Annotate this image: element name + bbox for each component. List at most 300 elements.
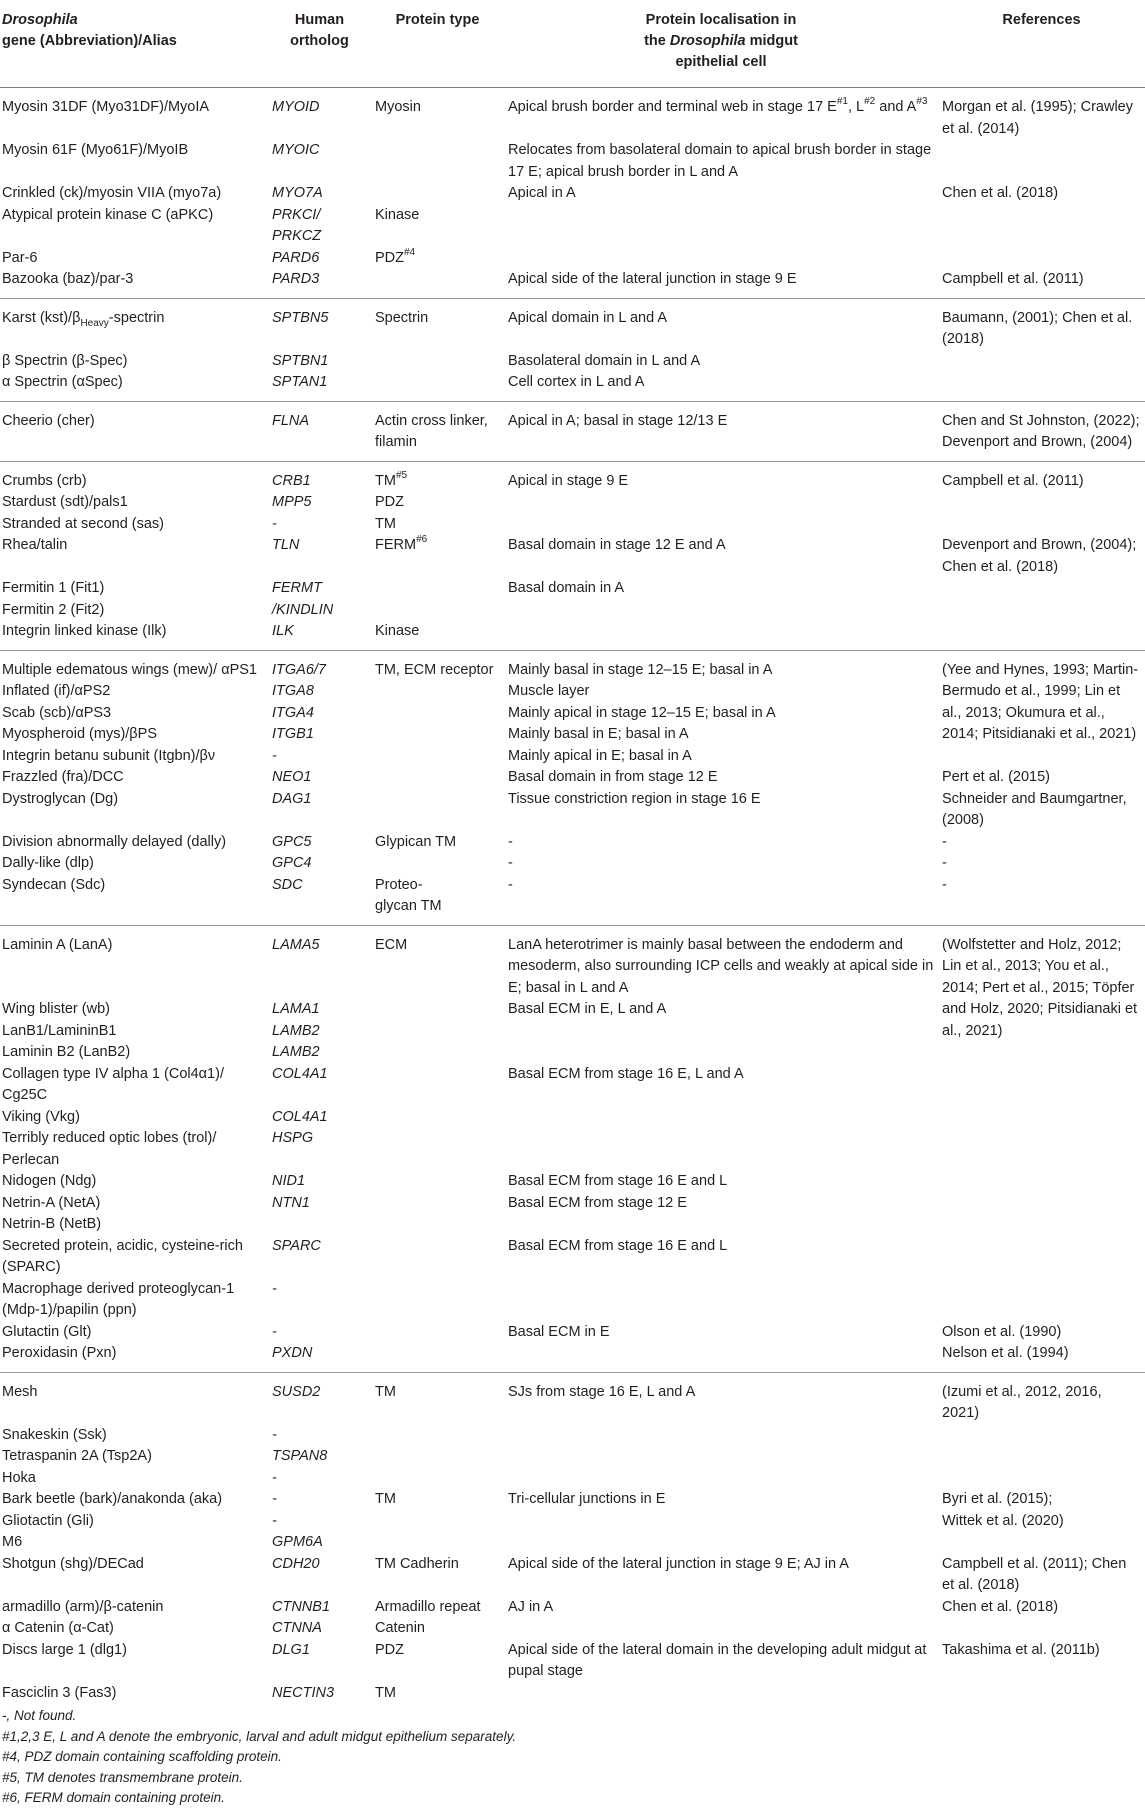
- cell-text: DAG1: [272, 790, 312, 807]
- cell-text: Multiple edematous wings (mew)/ αPS1: [2, 661, 257, 678]
- cell-text: epithelial cell: [675, 54, 767, 70]
- table-row: [0, 372, 1145, 401]
- cell-text: Chen et al. (2018): [942, 185, 1059, 201]
- cell-text: Shotgun (shg)/DECad: [2, 1555, 144, 1572]
- cell-text: Baumann, (2001); Chen et al. (2018): [942, 309, 1133, 347]
- cell-text: glycan TM: [375, 898, 442, 914]
- references-cell: [938, 578, 1145, 600]
- gene-cell: [0, 789, 268, 832]
- cell-text: Laminin A (LanA): [2, 936, 113, 953]
- references-cell: [938, 205, 1145, 248]
- cell-text: Apical side of the lateral junction in stage 9 E; AJ in A: [508, 1555, 849, 1572]
- localisation-cell: [504, 1064, 938, 1107]
- gene-cell: [0, 1042, 268, 1064]
- cell-text: Dally-like (dlp): [2, 855, 94, 871]
- cell-text: AJ in A: [508, 1598, 554, 1615]
- protein-type-cell: [371, 1343, 504, 1372]
- table-row: [0, 1279, 1145, 1322]
- ortholog-cell: [268, 746, 371, 768]
- subscript-text: Heavy: [80, 317, 109, 329]
- cell-text: GPM6A: [272, 1534, 323, 1550]
- table-row: [0, 925, 1145, 999]
- cell-text: ITGA4: [272, 704, 314, 721]
- gene-cell: [0, 1236, 268, 1279]
- cell-text: Inflated (if)/αPS2: [2, 683, 111, 699]
- ortholog-cell: [268, 298, 371, 351]
- cell-text: CTNNB1: [272, 1598, 331, 1615]
- protein-type-cell: [371, 351, 504, 373]
- cell-text: MYO7A: [272, 185, 323, 201]
- cell-text: -: [272, 1280, 277, 1297]
- cell-text: TM: [375, 515, 396, 532]
- references-cell: [938, 1683, 1145, 1707]
- cell-text: Chen et al. (2018): [942, 1598, 1059, 1615]
- ortholog-cell: [268, 767, 371, 789]
- references-cell: [938, 1214, 1145, 1236]
- protein-type-cell: [371, 372, 504, 401]
- cell-text: -: [508, 833, 513, 850]
- references-cell: [938, 1107, 1145, 1129]
- protein-type-cell: [371, 746, 504, 768]
- cell-text: Frazzled (fra)/DCC: [2, 769, 124, 785]
- ortholog-cell: [268, 1446, 371, 1468]
- cell-text: COL4A1: [272, 1108, 328, 1125]
- cell-text: Fermitin 1 (Fit1): [2, 580, 105, 596]
- ortholog-cell: [268, 1343, 371, 1372]
- cell-text: Basal ECM from stage 16 E, L and A: [508, 1065, 744, 1082]
- ortholog-cell: [268, 183, 371, 205]
- cell-text: MPP5: [272, 494, 312, 510]
- references-cell: [938, 1489, 1145, 1511]
- table-row: [0, 88, 1145, 141]
- references-cell: [938, 1343, 1145, 1372]
- protein-type-cell: [371, 269, 504, 298]
- table-row: [0, 578, 1145, 600]
- gene-cell: [0, 183, 268, 205]
- references-cell: [938, 269, 1145, 298]
- table-header: [0, 0, 1145, 88]
- localisation-cell: [504, 925, 938, 999]
- cell-text: TM Cadherin: [375, 1555, 459, 1572]
- cell-text: PARD6: [272, 249, 320, 266]
- localisation-cell: [504, 1343, 938, 1372]
- cell-text: ITGB1: [272, 726, 314, 742]
- cell-text: Apical brush border and terminal web in stage 17 E: [508, 99, 837, 115]
- cell-text: Glypican TM: [375, 833, 457, 850]
- references-cell: [938, 875, 1145, 926]
- cell-text: Proteo-: [375, 876, 423, 893]
- cell-text: LAMA5: [272, 936, 320, 953]
- references-cell: [938, 925, 1145, 1042]
- cell-text: (Wolfstetter and Holz, 2012; Lin et al., 2013; You et al., 2014; Pert et al., 2015; Töpfer and Holz, 2020; Pitsidianaki et al., 2021): [942, 936, 1138, 1039]
- ortholog-cell: [268, 1425, 371, 1447]
- footnote: #4, PDZ domain containing scaffolding protein.: [2, 1749, 282, 1764]
- table-row: [0, 298, 1145, 351]
- protein-type-cell: [371, 1128, 504, 1171]
- cell-text: Collagen type IV alpha 1 (Col4α1)/ Cg25C: [2, 1065, 224, 1103]
- cell-text: -: [272, 1426, 277, 1443]
- table-row: [0, 1597, 1145, 1619]
- cell-text: Devenport and Brown, (2004); Chen et al. (2018): [942, 537, 1137, 575]
- cell-text: -: [272, 1491, 277, 1507]
- table-row: [0, 1171, 1145, 1193]
- cell-text: α Catenin (α-Cat): [2, 1620, 114, 1636]
- references-cell: [938, 1193, 1145, 1215]
- cell-text: (Yee and Hynes, 1993; Martin-Bermudo et al., 1999; Lin et al., 2013; Okumura et al., 2014; Pitsidianaki et al., 2021): [942, 661, 1139, 742]
- cell-text: Atypical protein kinase C (aPKC): [2, 206, 214, 223]
- cell-text: -: [272, 1323, 277, 1340]
- cell-text: -: [272, 747, 277, 764]
- references-cell: [938, 1554, 1145, 1597]
- references-cell: [938, 492, 1145, 514]
- cell-text: Schneider and Baumgartner, (2008): [942, 790, 1127, 828]
- localisation-cell: [504, 1511, 938, 1533]
- protein-type-cell: [371, 832, 504, 854]
- protein-type-cell: [371, 1064, 504, 1107]
- cell-text: -: [942, 855, 947, 871]
- cell-text: Bark beetle (bark)/anakonda (aka): [2, 1491, 223, 1507]
- cell-text: Laminin B2 (LanB2): [2, 1044, 131, 1060]
- table-row: [0, 1042, 1145, 1064]
- gene-cell: [0, 298, 268, 351]
- cell-text: (Izumi et al., 2012, 2016, 2021): [942, 1383, 1102, 1421]
- cell-text: NECTIN3: [272, 1684, 335, 1701]
- references-cell: [938, 88, 1145, 141]
- cell-text: Peroxidasin (Pxn): [2, 1345, 117, 1361]
- ortholog-cell: [268, 401, 371, 461]
- cell-text: Spectrin: [375, 309, 429, 326]
- cell-text: α Spectrin (αSpec): [2, 374, 123, 390]
- gene-cell: [0, 1618, 268, 1640]
- localisation-cell: [504, 1597, 938, 1619]
- cell-text: Relocates from basolateral domain to apical brush border in stage 17 E; apical brush border in L and A: [508, 142, 932, 180]
- superscript-note: #5: [395, 469, 408, 481]
- localisation-cell: [504, 767, 938, 789]
- table-row: [0, 1193, 1145, 1215]
- gene-cell: [0, 650, 268, 681]
- cell-text: Terribly reduced optic lobes (trol)/ Perlecan: [2, 1130, 217, 1168]
- cell-text: SPTAN1: [272, 374, 328, 390]
- cell-text: Netrin-B (NetB): [2, 1216, 102, 1232]
- cell-text: PARD3: [272, 271, 320, 287]
- cell-text: -: [942, 833, 947, 850]
- localisation-cell: [504, 875, 938, 926]
- localisation-cell: [504, 88, 938, 141]
- references-cell: [938, 1511, 1145, 1533]
- protein-type-cell: [371, 650, 504, 681]
- gene-cell: [0, 681, 268, 703]
- gene-cell: [0, 401, 268, 461]
- gene-cell: [0, 535, 268, 578]
- protein-type-cell: [371, 401, 504, 461]
- gene-cell: [0, 1532, 268, 1554]
- gene-cell: [0, 999, 268, 1021]
- cell-text: SJs from stage 16 E, L and A: [508, 1383, 696, 1400]
- ortholog-cell: [268, 248, 371, 270]
- cell-text: Mainly apical in E; basal in A: [508, 747, 692, 764]
- gene-cell: [0, 1343, 268, 1372]
- gene-cell: [0, 703, 268, 725]
- ortholog-cell: [268, 372, 371, 401]
- protein-type-cell: [371, 1640, 504, 1683]
- gene-cell: [0, 88, 268, 141]
- cell-text: SPARC: [272, 1237, 321, 1254]
- cell-text: Nelson et al. (1994): [942, 1345, 1069, 1361]
- cell-text: Campbell et al. (2011): [942, 472, 1084, 489]
- gene-cell: [0, 600, 268, 622]
- cell-text: Campbell et al. (2011): [942, 271, 1084, 287]
- cell-text: FERMT: [272, 580, 322, 596]
- localisation-cell: [504, 621, 938, 650]
- localisation-cell: [504, 1425, 938, 1447]
- gene-cell: [0, 492, 268, 514]
- gene-cell: [0, 1468, 268, 1490]
- protein-type-cell: [371, 578, 504, 600]
- cell-text: LanB1/LamininB1: [2, 1022, 117, 1039]
- gene-cell: [0, 1446, 268, 1468]
- protein-type-cell: [371, 88, 504, 141]
- cell-text: -: [942, 876, 947, 893]
- ortholog-cell: [268, 1128, 371, 1171]
- gene-cell: [0, 875, 268, 926]
- references-cell: [938, 140, 1145, 183]
- localisation-cell: [504, 183, 938, 205]
- localisation-cell: [504, 578, 938, 600]
- references-cell: [938, 832, 1145, 854]
- localisation-cell: [504, 1532, 938, 1554]
- references-cell: [938, 1236, 1145, 1279]
- localisation-cell: [504, 1446, 938, 1468]
- protein-type-cell: [371, 999, 504, 1021]
- table-row: [0, 461, 1145, 492]
- protein-type-cell: [371, 1489, 504, 1511]
- cell-text: the: [644, 33, 670, 49]
- references-cell: [938, 372, 1145, 401]
- table-row: [0, 1128, 1145, 1171]
- cell-text: Byri et al. (2015);: [942, 1491, 1053, 1507]
- cell-text: Wittek et al. (2020): [942, 1512, 1064, 1529]
- cell-text: FLNA: [272, 412, 310, 429]
- protein-type-cell: [371, 789, 504, 832]
- protein-type-cell: [371, 1446, 504, 1468]
- cell-text: Myosin 31DF (Myo31DF)/MyoIA: [2, 99, 210, 115]
- protein-type-cell: [371, 1468, 504, 1490]
- table-row: [0, 1064, 1145, 1107]
- references-cell: [938, 853, 1145, 875]
- ortholog-cell: [268, 205, 371, 248]
- gene-cell: [0, 578, 268, 600]
- table-row: [0, 183, 1145, 205]
- ortholog-cell: [268, 621, 371, 650]
- table-row: [0, 535, 1145, 578]
- cell-text: SUSD2: [272, 1383, 321, 1400]
- ortholog-cell: [268, 1640, 371, 1683]
- localisation-cell: [504, 492, 938, 514]
- cell-text: Scab (scb)/αPS3: [2, 704, 112, 721]
- cell-text: DLG1: [272, 1641, 310, 1658]
- table-row: [0, 875, 1145, 926]
- cell-text: Myospheroid (mys)/βPS: [2, 726, 157, 742]
- header-references: [938, 0, 1145, 88]
- localisation-cell: [504, 1236, 938, 1279]
- cell-text: Viking (Vkg): [2, 1108, 80, 1125]
- localisation-cell: [504, 1468, 938, 1490]
- localisation-cell: [504, 1171, 938, 1193]
- localisation-cell: [504, 1683, 938, 1707]
- protein-type-cell: [371, 205, 504, 248]
- cell-text: Olson et al. (1990): [942, 1323, 1062, 1340]
- cell-text: Tri-cellular junctions in E: [508, 1491, 666, 1507]
- localisation-cell: [504, 600, 938, 622]
- cell-text: Basal ECM in E, L and A: [508, 1001, 667, 1017]
- protein-type-cell: [371, 1171, 504, 1193]
- ortholog-cell: [268, 650, 371, 681]
- gene-cell: [0, 1064, 268, 1107]
- gene-cell: [0, 461, 268, 492]
- ortholog-cell: [268, 535, 371, 578]
- ortholog-cell: [268, 1236, 371, 1279]
- gene-cell: [0, 1322, 268, 1344]
- cell-text: -: [272, 1469, 277, 1486]
- cell-text: Basal ECM from stage 16 E and L: [508, 1173, 728, 1189]
- cell-text: CRB1: [272, 472, 311, 489]
- cell-text: MYOIC: [272, 142, 320, 158]
- gene-cell: [0, 1279, 268, 1322]
- cell-text: Syndecan (Sdc): [2, 876, 106, 893]
- localisation-cell: [504, 1107, 938, 1129]
- cell-text: COL4A1: [272, 1065, 328, 1082]
- cell-text: NEO1: [272, 769, 312, 785]
- cell-text: Nidogen (Ndg): [2, 1173, 97, 1189]
- cell-text: PRKCZ: [272, 228, 322, 244]
- cell-text: armadillo (arm)/β-catenin: [2, 1598, 164, 1615]
- protein-type-cell: [371, 1021, 504, 1043]
- cell-text: TM, ECM receptor: [375, 661, 494, 678]
- cell-text: NTN1: [272, 1194, 310, 1211]
- protein-type-cell: [371, 1683, 504, 1707]
- table-row: [0, 1343, 1145, 1372]
- ortholog-cell: [268, 1193, 371, 1215]
- cell-text: GPC4: [272, 855, 312, 871]
- footnote: #6, FERM domain containing protein.: [2, 1790, 225, 1805]
- protein-type-cell: [371, 140, 504, 183]
- localisation-cell: [504, 999, 938, 1021]
- table-row: [0, 205, 1145, 248]
- protein-type-cell: [371, 183, 504, 205]
- table-row: [0, 1425, 1145, 1447]
- protein-type-cell: [371, 535, 504, 578]
- cell-text: Apical side of the lateral domain in the developing adult midgut at pupal stage: [508, 1641, 927, 1679]
- localisation-cell: [504, 1372, 938, 1425]
- protein-type-cell: [371, 1236, 504, 1279]
- cell-text: Armadillo repeat: [375, 1598, 481, 1615]
- ortholog-cell: [268, 1468, 371, 1490]
- cell-text: ITGA8: [272, 683, 314, 699]
- ortholog-cell: [268, 1322, 371, 1344]
- cell-text: TM: [375, 1684, 396, 1701]
- cell-text: TM: [375, 1383, 396, 1400]
- table-row: [0, 1107, 1145, 1129]
- ortholog-cell: [268, 1021, 371, 1043]
- references-cell: [938, 1618, 1145, 1640]
- gene-cell: [0, 1171, 268, 1193]
- cell-text: Human: [294, 12, 345, 28]
- ortholog-cell: [268, 925, 371, 999]
- cell-text: Rhea/talin: [2, 537, 68, 553]
- protein-type-cell: [371, 1618, 504, 1640]
- table-footnotes: [0, 1706, 1145, 1809]
- cell-text: Basolateral domain in L and A: [508, 352, 701, 369]
- cell-text: CDH20: [272, 1555, 320, 1572]
- localisation-cell: [504, 372, 938, 401]
- cell-text: PDZ: [375, 249, 404, 266]
- cell-text: Stranded at second (sas): [2, 515, 165, 532]
- ortholog-cell: [268, 1683, 371, 1707]
- cell-text: MYOID: [272, 99, 320, 115]
- table-row: [0, 1468, 1145, 1490]
- gene-cell: [0, 269, 268, 298]
- cell-text: Drosophila: [669, 33, 746, 49]
- references-cell: [938, 1322, 1145, 1344]
- localisation-cell: [504, 650, 938, 681]
- localisation-cell: [504, 746, 938, 768]
- protein-type-cell: [371, 853, 504, 875]
- localisation-cell: [504, 1618, 938, 1640]
- protein-type-cell: [371, 600, 504, 622]
- references-cell: [938, 1532, 1145, 1554]
- localisation-cell: [504, 1021, 938, 1043]
- cell-text: Chen and St Johnston, (2022); Devenport and Brown, (2004): [942, 412, 1140, 450]
- ortholog-cell: [268, 461, 371, 492]
- cell-text: LanA heterotrimer is mainly basal between the endoderm and mesoderm, also surrounding ICP cells and weakly at apical side in E; basal in L and A: [508, 936, 934, 996]
- ortholog-cell: [268, 1511, 371, 1533]
- gene-cell: [0, 724, 268, 746]
- protein-type-cell: [371, 767, 504, 789]
- gene-cell: [0, 1511, 268, 1533]
- protein-type-cell: [371, 925, 504, 999]
- references-cell: [938, 1372, 1145, 1425]
- cell-text: Fermitin 2 (Fit2): [2, 601, 105, 618]
- references-cell: [938, 1128, 1145, 1171]
- gene-cell: [0, 1128, 268, 1171]
- localisation-cell: [504, 681, 938, 703]
- table-row: [0, 832, 1145, 854]
- ortholog-cell: [268, 681, 371, 703]
- cell-text: Apical domain in L and A: [508, 309, 668, 326]
- cell-text: Catenin: [375, 1620, 425, 1636]
- cell-text: Kinase: [375, 206, 420, 223]
- ortholog-cell: [268, 724, 371, 746]
- cell-text: Mainly basal in stage 12–15 E; basal in A: [508, 661, 773, 678]
- cell-text: Pert et al. (2015): [942, 769, 1050, 785]
- table-row: [0, 650, 1145, 681]
- localisation-cell: [504, 205, 938, 248]
- table-row: [0, 1618, 1145, 1640]
- cell-text: Bazooka (baz)/par-3: [2, 271, 134, 287]
- cell-text: Integrin linked kinase (Ilk): [2, 623, 167, 639]
- references-cell: [938, 351, 1145, 373]
- cell-text: -: [272, 1512, 277, 1529]
- gene-cell: [0, 853, 268, 875]
- cell-text: Apical in stage 9 E: [508, 472, 629, 489]
- cell-text: Apical side of the lateral junction in stage 9 E: [508, 271, 797, 287]
- cell-text: GPC5: [272, 833, 312, 850]
- table-row: [0, 140, 1145, 183]
- table-row: [0, 767, 1145, 789]
- protein-type-cell: [371, 1597, 504, 1619]
- protein-type-cell: [371, 298, 504, 351]
- references-cell: [938, 461, 1145, 492]
